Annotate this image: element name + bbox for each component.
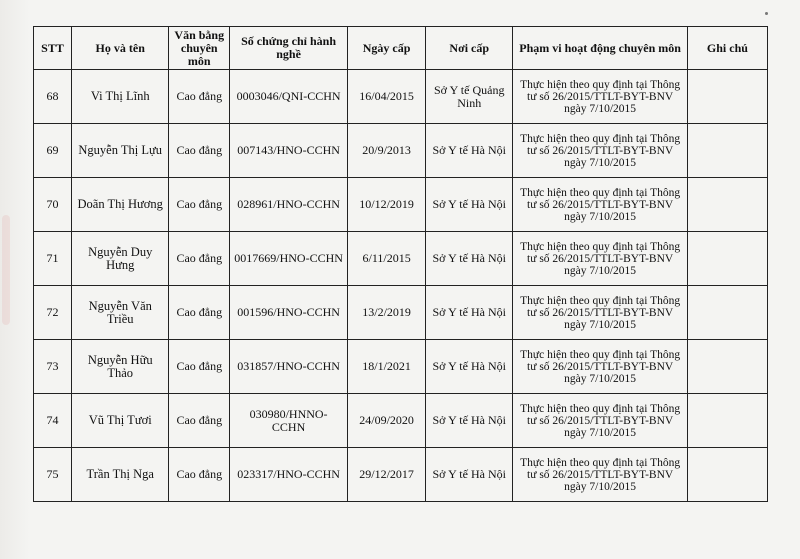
cell-note (687, 448, 767, 502)
cell-note (687, 232, 767, 286)
cell-scope: Thực hiện theo quy định tại Thông tư số 26/2015/TTLT-BYT-BNV ngày 7/10/2015 (513, 286, 688, 340)
cell-scope: Thực hiện theo quy định tại Thông tư số 26/2015/TTLT-BYT-BNV ngày 7/10/2015 (513, 232, 688, 286)
scan-stain (2, 215, 10, 325)
cell-note (687, 70, 767, 124)
cell-scope: Thực hiện theo quy định tại Thông tư số 26/2015/TTLT-BYT-BNV ngày 7/10/2015 (513, 340, 688, 394)
cell-scope: Thực hiện theo quy định tại Thông tư số 26/2015/TTLT-BYT-BNV ngày 7/10/2015 (513, 124, 688, 178)
cell-cert: 0003046/QNI-CCHN (230, 70, 348, 124)
cell-degree: Cao đẳng (169, 286, 230, 340)
header-stt: STT (34, 27, 72, 70)
cell-place: Sở Y tế Hà Nội (426, 232, 513, 286)
cell-place: Sở Y tế Hà Nội (426, 124, 513, 178)
cell-date: 20/9/2013 (348, 124, 426, 178)
cell-stt: 72 (34, 286, 72, 340)
table-row (34, 232, 768, 286)
cell-note (687, 178, 767, 232)
cell-date: 13/2/2019 (348, 286, 426, 340)
header-place: Nơi cấp (426, 27, 513, 70)
cell-stt: 71 (34, 232, 72, 286)
cell-name: Vũ Thị Tươi (71, 394, 169, 448)
cell-stt: 74 (34, 394, 72, 448)
table-row (34, 448, 768, 502)
cell-scope: Thực hiện theo quy định tại Thông tư số 26/2015/TTLT-BYT-BNV ngày 7/10/2015 (513, 178, 688, 232)
cell-scope: Thực hiện theo quy định tại Thông tư số 26/2015/TTLT-BYT-BNV ngày 7/10/2015 (513, 70, 688, 124)
cell-stt: 75 (34, 448, 72, 502)
cell-cert: 007143/HNO-CCHN (230, 124, 348, 178)
cell-date: 16/04/2015 (348, 70, 426, 124)
cell-cert: 031857/HNO-CCHN (230, 340, 348, 394)
cell-cert: 001596/HNO-CCHN (230, 286, 348, 340)
cell-stt: 69 (34, 124, 72, 178)
table-row (34, 124, 768, 178)
header-cert: Số chứng chỉ hành nghề (230, 27, 348, 70)
cell-degree: Cao đẳng (169, 70, 230, 124)
cell-date: 18/1/2021 (348, 340, 426, 394)
header-date: Ngày cấp (348, 27, 426, 70)
cell-date: 6/11/2015 (348, 232, 426, 286)
cell-scope: Thực hiện theo quy định tại Thông tư số 26/2015/TTLT-BYT-BNV ngày 7/10/2015 (513, 448, 688, 502)
cell-place: Sở Y tế Quảng Ninh (426, 70, 513, 124)
cell-note (687, 394, 767, 448)
cell-cert: 023317/HNO-CCHN (230, 448, 348, 502)
cell-degree: Cao đẳng (169, 232, 230, 286)
cell-stt: 68 (34, 70, 72, 124)
cell-place: Sở Y tế Hà Nội (426, 340, 513, 394)
header-note: Ghi chú (687, 27, 767, 70)
table-row (34, 394, 768, 448)
cell-degree: Cao đẳng (169, 178, 230, 232)
cell-date: 29/12/2017 (348, 448, 426, 502)
cell-place: Sở Y tế Hà Nội (426, 394, 513, 448)
scan-speck (765, 12, 768, 15)
cell-note (687, 286, 767, 340)
cell-cert: 0017669/HNO-CCHN (230, 232, 348, 286)
cell-stt: 73 (34, 340, 72, 394)
cell-note (687, 340, 767, 394)
cell-degree: Cao đẳng (169, 448, 230, 502)
cell-cert: 028961/HNO-CCHN (230, 178, 348, 232)
table-row (34, 286, 768, 340)
cell-stt: 70 (34, 178, 72, 232)
cell-note (687, 124, 767, 178)
header-scope: Phạm vi hoạt động chuyên môn (513, 27, 688, 70)
cell-degree: Cao đẳng (169, 340, 230, 394)
cell-name: Doãn Thị Hương (71, 178, 169, 232)
table-row (34, 70, 768, 124)
cell-place: Sở Y tế Hà Nội (426, 178, 513, 232)
cell-date: 10/12/2019 (348, 178, 426, 232)
cell-degree: Cao đẳng (169, 124, 230, 178)
table-row (34, 340, 768, 394)
cell-name: Trần Thị Nga (71, 448, 169, 502)
cell-name: Vi Thị Lĩnh (71, 70, 169, 124)
cell-cert: 030980/HNNO-CCHN (230, 394, 348, 448)
cell-name: Nguyễn Văn Triều (71, 286, 169, 340)
header-degree: Văn bằng chuyên môn (169, 27, 230, 70)
header-row (34, 27, 768, 70)
cell-scope: Thực hiện theo quy định tại Thông tư số 26/2015/TTLT-BYT-BNV ngày 7/10/2015 (513, 394, 688, 448)
cell-place: Sở Y tế Hà Nội (426, 286, 513, 340)
cell-place: Sở Y tế Hà Nội (426, 448, 513, 502)
staff-table (33, 26, 768, 502)
cell-name: Nguyễn Hữu Thảo (71, 340, 169, 394)
cell-name: Nguyễn Thị Lựu (71, 124, 169, 178)
table-row (34, 178, 768, 232)
cell-degree: Cao đẳng (169, 394, 230, 448)
header-name: Họ và tên (71, 27, 169, 70)
cell-date: 24/09/2020 (348, 394, 426, 448)
cell-name: Nguyễn Duy Hưng (71, 232, 169, 286)
